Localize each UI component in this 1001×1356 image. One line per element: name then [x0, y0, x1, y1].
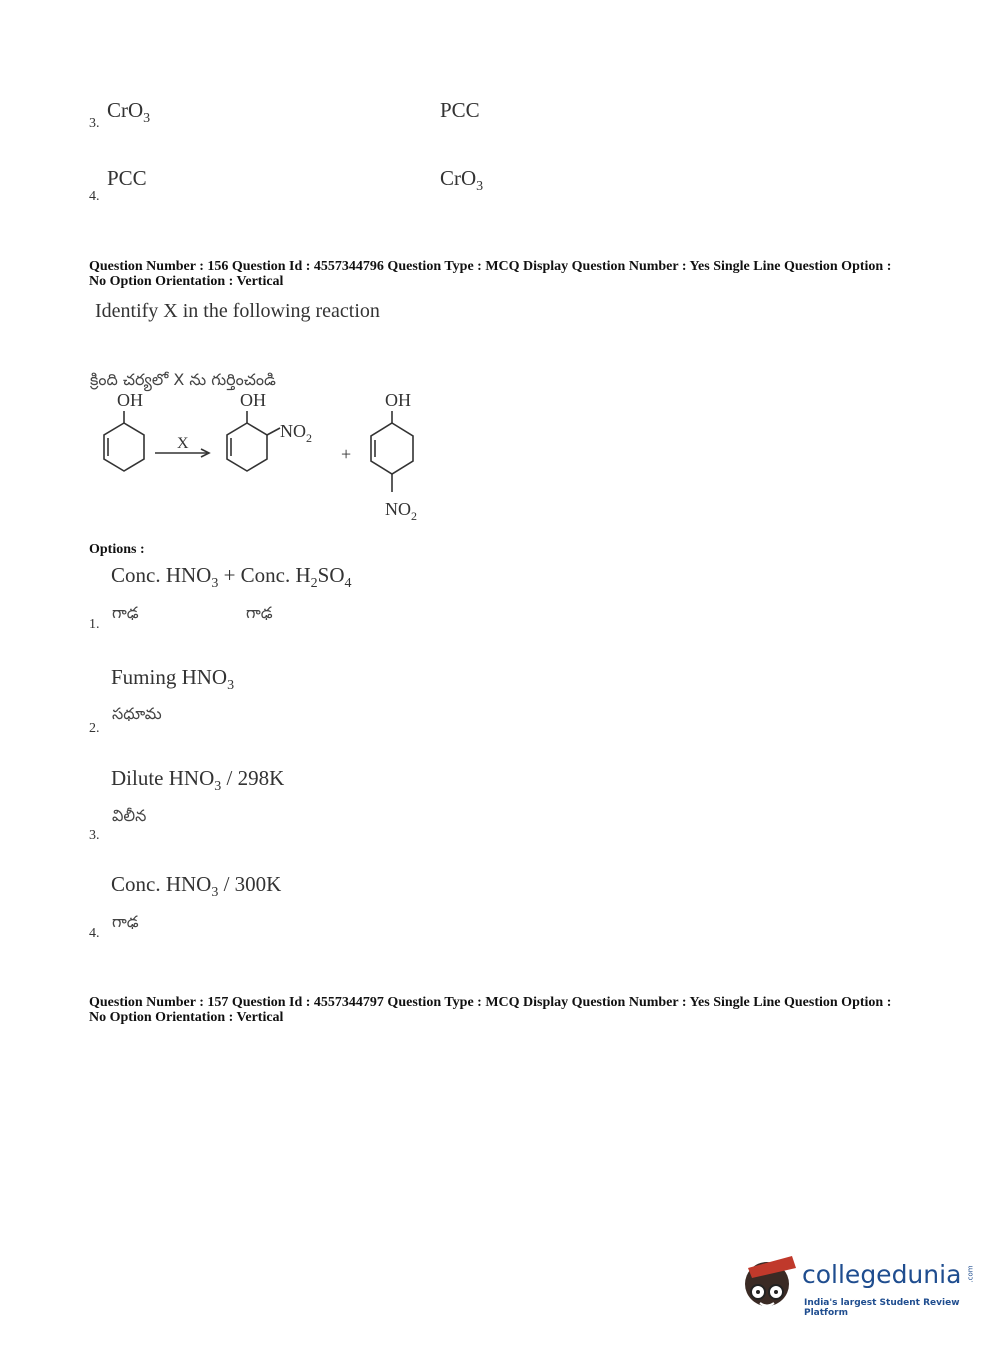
- option-number: 4.: [89, 189, 100, 204]
- question-text-telugu: క్రింది చర్యలో X ను గుర్తించండి: [90, 370, 276, 389]
- brand-name: collegedunia: [802, 1260, 962, 1289]
- collegedunia-logo: [740, 1250, 980, 1320]
- hydroxyl-label: OH: [117, 390, 143, 410]
- option-number: 4.: [89, 926, 100, 941]
- option-3-telugu: విలీన: [112, 806, 147, 825]
- option-3-english: Dilute $HNO_3 / 298K$: [111, 766, 285, 795]
- option-number: 3.: [89, 828, 100, 843]
- hydroxyl-label: OH: [385, 390, 411, 410]
- option-left: PCC: [107, 166, 147, 190]
- option-1-telugu: గాఢ: [246, 603, 273, 622]
- option-number: 3.: [89, 116, 100, 131]
- option-right: PCC: [440, 98, 480, 122]
- question-meta: Question Number : 156 Question Id : 4557344796 Question Type : MCQ Display Question Number : Yes Single Line Question Option : No Option Orientation : Vertical: [89, 259, 892, 289]
- option-number: 1.: [89, 617, 100, 632]
- option-4-english: Conc. $HNO_3 / 300K$: [111, 872, 282, 901]
- mascot-icon: [740, 1250, 800, 1312]
- option-right: CrO$_3$: [440, 166, 484, 195]
- phenol-ring: [104, 411, 144, 471]
- option-2-telugu: సధూమ: [112, 704, 162, 723]
- option-2-english: Fuming $HNO_3$: [111, 665, 235, 694]
- options-label: Options :: [89, 542, 145, 557]
- reagent-x-label: X: [177, 435, 189, 452]
- ortho-nitrophenol-ring: [227, 411, 280, 471]
- para-nitro-label: $NO_2$: [385, 499, 417, 523]
- option-left: CrO$_3$: [107, 98, 151, 127]
- plus-sign: +: [341, 444, 352, 464]
- para-nitrophenol-ring: [371, 411, 413, 492]
- hydroxyl-label: OH: [240, 390, 266, 410]
- option-number: 2.: [89, 721, 100, 736]
- question-text-english: Identify X in the following reaction: [95, 300, 380, 322]
- brand-suffix: .com: [966, 1265, 975, 1283]
- option-1-telugu: గాఢ: [112, 603, 139, 622]
- question-meta: Question Number : 157 Question Id : 4557344797 Question Type : MCQ Display Question Number : Yes Single Line Question Option : No Option Orientation : Vertical: [89, 995, 892, 1025]
- brand-tagline: India's largest Student Review Platform: [804, 1298, 960, 1318]
- option-1-english: Conc. $HNO_3$ + Conc. $H_2SO_4$: [111, 563, 352, 592]
- option-4-telugu: గాఢ: [112, 912, 139, 931]
- reaction-diagram: [85, 385, 445, 530]
- ortho-nitro-label: $NO_2$: [280, 421, 312, 445]
